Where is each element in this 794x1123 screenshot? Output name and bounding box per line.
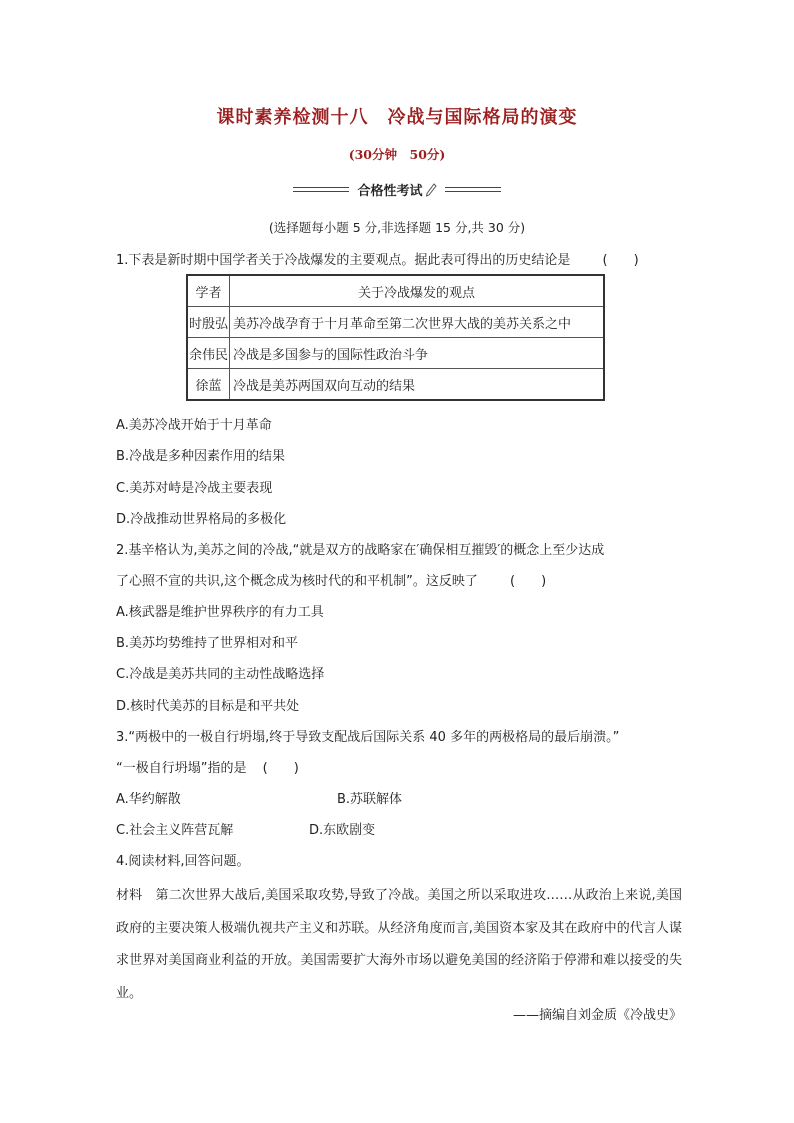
q2-option-d[interactable]: D.核时代美苏的目标是和平共处 xyxy=(116,699,300,714)
q4-stem: 4.阅读材料,回答问题。 xyxy=(116,854,250,869)
double-rule-right xyxy=(445,187,501,192)
table-cell-view: 冷战是美苏两国双向互动的结果 xyxy=(230,369,605,401)
q4-material: 材料 第二次世界大战后,美国采取攻势,导致了冷战。美国之所以采取进攻……从政治上来说,美国政府的主要决策人极端仇视共产主义和苏联。从经济角度而言,美国资本家及其在政府中的代言人谋求世界对美国商业利益的开放。美国需要扩大海外市场以避免美国的经济陷于停滞和难以接受的失业。 xyxy=(116,888,682,1001)
q3-option-c[interactable]: C.社会主义阵营瓦解 xyxy=(116,823,234,838)
q2-option-b[interactable]: B.美苏均势维持了世界相对和平 xyxy=(116,636,299,651)
section-heading xyxy=(0,180,794,199)
table-header-cell: 关于冷战爆发的观点 xyxy=(230,275,605,307)
q3-option-a[interactable]: A.华约解散 xyxy=(116,792,181,807)
q1-stem xyxy=(116,249,639,268)
table-cell-view: 美苏冷战孕育于十月革命至第二次世界大战的美苏关系之中 xyxy=(230,307,605,338)
q3-option-d[interactable]: D.东欧剧变 xyxy=(309,823,376,838)
q1-option-d[interactable]: D.冷战推动世界格局的多极化 xyxy=(116,512,287,527)
q1-stem-text: 1.下表是新时期中国学者关于冷战爆发的主要观点。据此表可得出的历史结论是 xyxy=(116,253,571,268)
q2-stem-line2 xyxy=(116,570,546,589)
q3-stem-line2 xyxy=(116,757,299,776)
q4-source: ——摘编自刘金质《冷战史》 xyxy=(512,1008,682,1023)
pencil-icon xyxy=(425,183,437,197)
q1-answer-blank[interactable]: ( ) xyxy=(602,253,639,268)
q3-answer-blank[interactable]: ( ) xyxy=(262,761,299,776)
q1-option-c[interactable]: C.美苏对峙是冷战主要表现 xyxy=(116,481,273,496)
table-row xyxy=(187,307,604,338)
table-cell-scholar: 余伟民 xyxy=(187,338,230,369)
page-subtitle: (30分钟 50分) xyxy=(348,147,446,162)
table-header-cell: 学者 xyxy=(187,275,230,307)
score-note: (选择题每小题 5 分,非选择题 15 分,共 30 分) xyxy=(268,220,526,235)
table-cell-scholar: 时殷弘 xyxy=(187,307,230,338)
table-cell-scholar: 徐蓝 xyxy=(187,369,230,401)
q3-stem-line1: 3.“两极中的一极自行坍塌,终于导致支配战后国际关系 40 多年的两极格局的最后崩溃。” xyxy=(116,730,620,745)
q2-stem-line1: 2.基辛格认为,美苏之间的冷战,“就是双方的战略家在′确保相互摧毁′的概念上至少达成 xyxy=(116,543,605,558)
q2-option-c[interactable]: C.冷战是美苏共同的主动性战略选择 xyxy=(116,667,325,682)
q2-answer-blank[interactable]: ( ) xyxy=(510,574,547,589)
q1-option-a[interactable]: A.美苏冷战开始于十月革命 xyxy=(116,418,272,433)
page-title: 课时素养检测十八 冷战与国际格局的演变 xyxy=(216,107,578,128)
q2-stem-text: 了心照不宣的共识,这个概念成为核时代的和平机制”。这反映了 xyxy=(116,574,478,589)
table-cell-view: 冷战是多国参与的国际性政治斗争 xyxy=(230,338,605,369)
viewpoint-table xyxy=(186,274,605,401)
section-label: 合格性考试 xyxy=(357,184,423,199)
table-row xyxy=(187,338,604,369)
q3-stem-text: “一极自行坍塌”指的是 xyxy=(116,761,247,776)
double-rule-left xyxy=(293,187,349,192)
table-row xyxy=(187,369,604,401)
q1-option-b[interactable]: B.冷战是多种因素作用的结果 xyxy=(116,449,286,464)
q2-option-a[interactable]: A.核武器是维护世界秩序的有力工具 xyxy=(116,605,324,620)
table-header-row xyxy=(187,275,604,307)
q3-option-b[interactable]: B.苏联解体 xyxy=(337,792,403,807)
